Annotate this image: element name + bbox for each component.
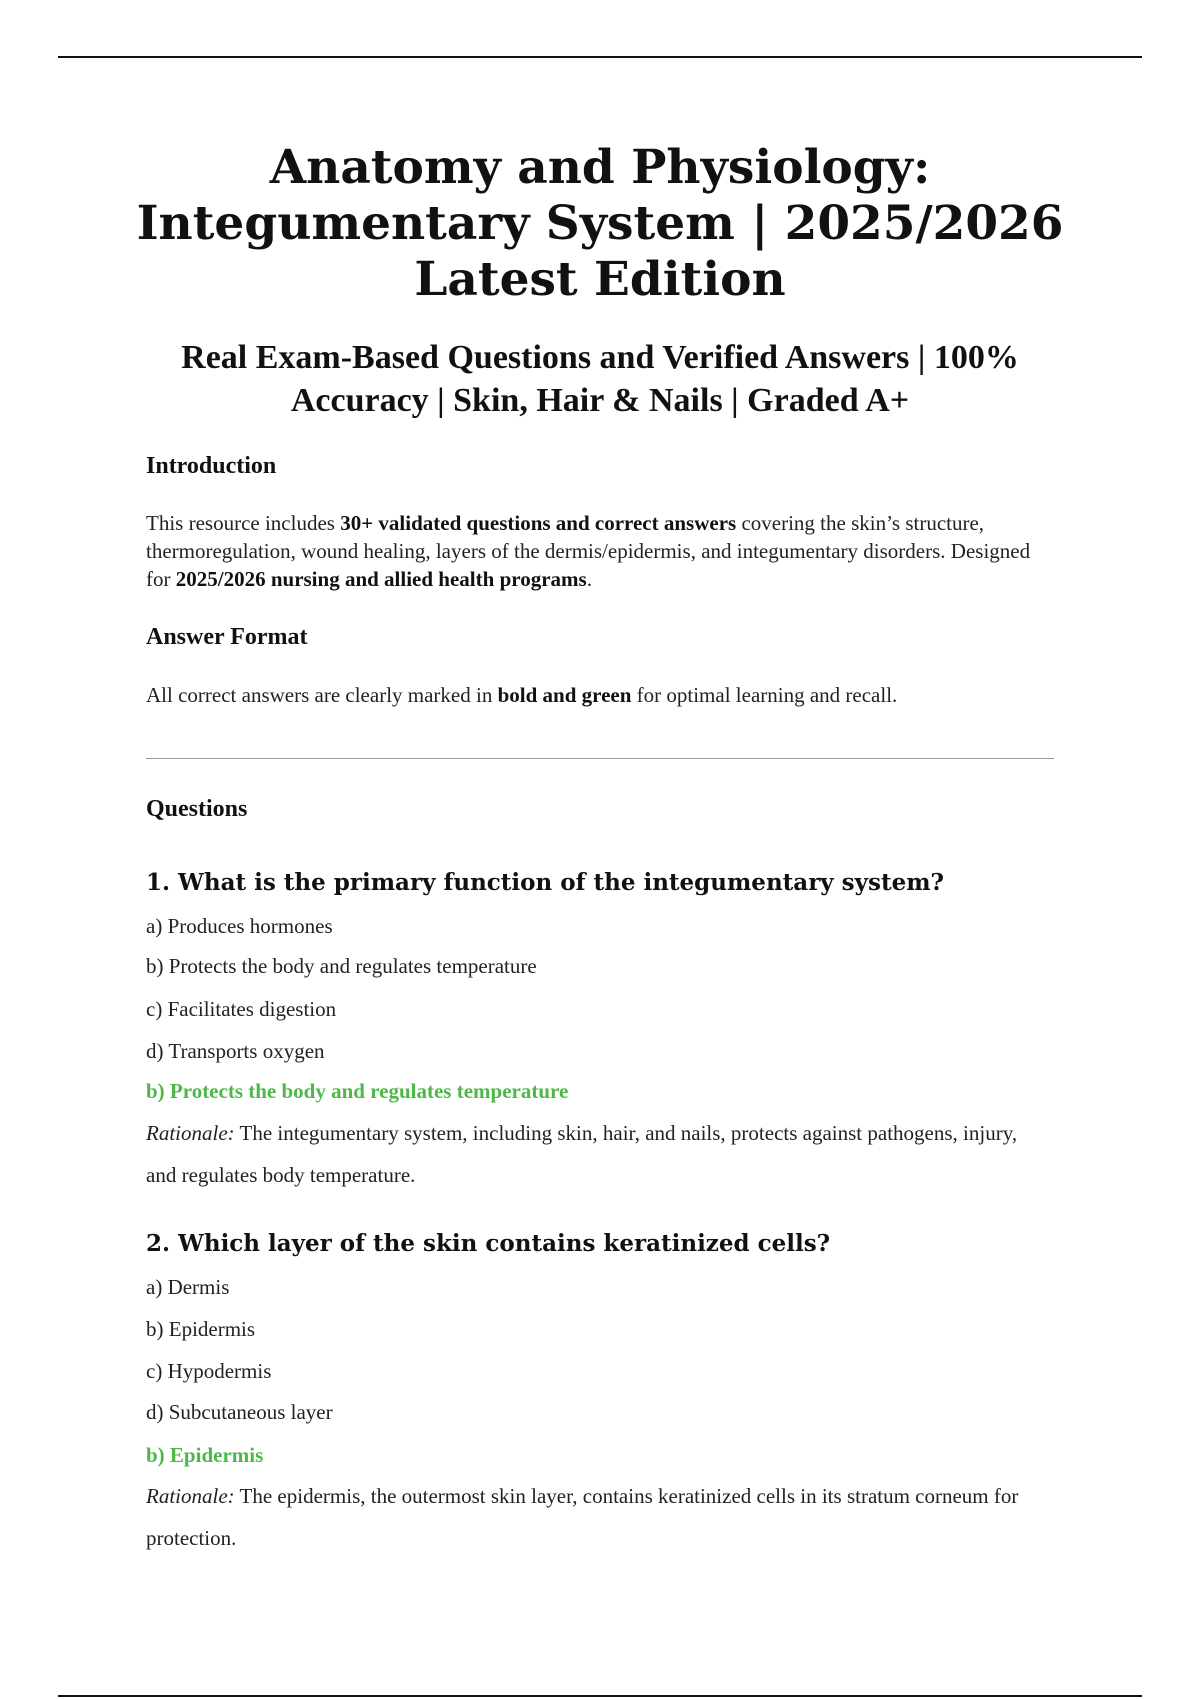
answer-format-bold: bold and green xyxy=(497,683,632,707)
question-1-correct-answer: b) Protects the body and regulates temperature xyxy=(146,1079,569,1103)
question-1-rationale-text: The integumentary system, including skin, hair, and nails, protects against pathogens, injury, and regulates body temperature. xyxy=(146,1121,1018,1187)
title-line-2: Integumentary System | 2025/2026 xyxy=(136,196,1064,251)
question-2-rationale xyxy=(146,1475,1046,1559)
answer-format-heading: Answer Format xyxy=(146,624,308,650)
title-line-1: Anatomy and Physiology: xyxy=(269,140,931,195)
top-rule xyxy=(58,56,1142,58)
question-2-rationale-label: Rationale: xyxy=(146,1484,235,1508)
question-1-option-a: a) Produces hormones xyxy=(146,914,333,938)
introduction-paragraph xyxy=(146,509,1046,593)
question-1-rationale xyxy=(146,1112,1046,1196)
intro-text-2: covering the skin’s structure, thermoregulation, wound healing, layers of the dermis/epidermis, and integumentary disorders. Designed for xyxy=(146,511,1031,591)
question-2-option-d: d) Subcutaneous layer xyxy=(146,1400,333,1424)
intro-bold-1: 30+ validated questions and correct answers xyxy=(340,511,737,535)
intro-text-1: This resource includes xyxy=(146,511,341,535)
bottom-rule xyxy=(58,1695,1142,1697)
document-subtitle xyxy=(80,336,1120,422)
subtitle-line-1: Real Exam-Based Questions and Verified Answers | 100% xyxy=(181,339,1019,376)
question-2-correct-answer: b) Epidermis xyxy=(146,1443,264,1467)
question-2-option-c: c) Hypodermis xyxy=(146,1359,272,1383)
intro-bold-2: 2025/2026 nursing and allied health programs xyxy=(175,567,587,591)
answer-format-text-2: for optimal learning and recall. xyxy=(631,683,898,707)
question-2-option-b: b) Epidermis xyxy=(146,1317,256,1341)
question-1-rationale-label: Rationale: xyxy=(146,1121,235,1145)
question-1-text: 1. What is the primary function of the integumentary system? xyxy=(146,869,945,896)
answer-format-paragraph xyxy=(146,681,1046,709)
question-1-option-c: c) Facilitates digestion xyxy=(146,997,337,1021)
title-line-3: Latest Edition xyxy=(414,252,786,307)
questions-heading: Questions xyxy=(146,796,248,822)
question-2-option-a: a) Dermis xyxy=(146,1275,230,1299)
question-1-option-d: d) Transports oxygen xyxy=(146,1039,325,1063)
subtitle-line-2: Accuracy | Skin, Hair & Nails | Graded A+ xyxy=(290,382,910,419)
intro-text-3: . xyxy=(586,567,592,591)
introduction-heading: Introduction xyxy=(146,453,277,479)
section-divider xyxy=(146,758,1054,759)
question-2-rationale-text: The epidermis, the outermost skin layer, contains keratinized cells in its stratum corneum for protection. xyxy=(146,1484,1019,1550)
document-title xyxy=(80,140,1120,308)
answer-format-text-1: All correct answers are clearly marked in xyxy=(146,683,498,707)
question-1-option-b: b) Protects the body and regulates temperature xyxy=(146,954,537,978)
question-2-text: 2. Which layer of the skin contains keratinized cells? xyxy=(146,1230,831,1257)
